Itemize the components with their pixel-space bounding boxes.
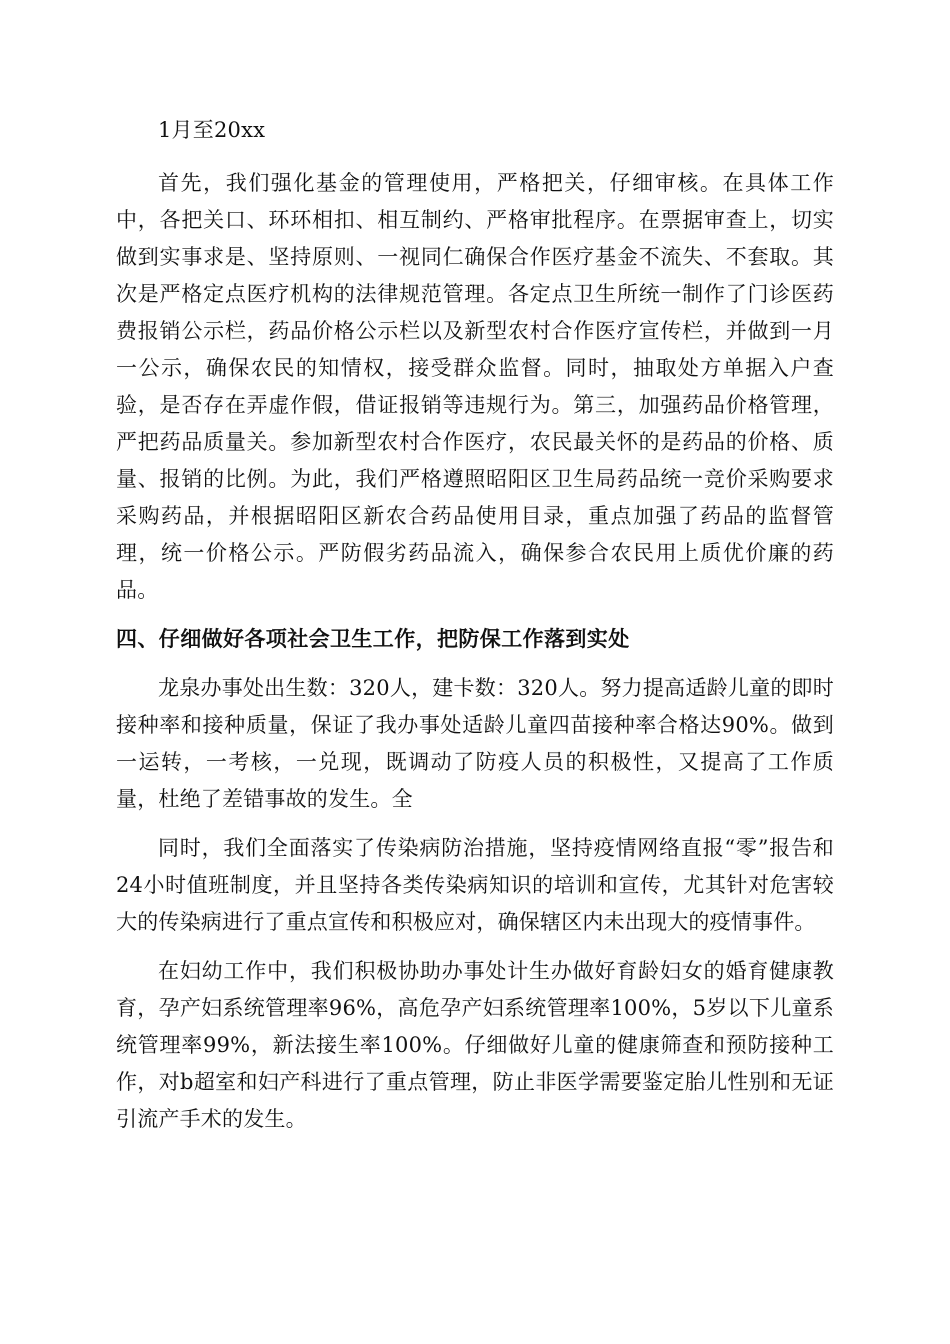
fund-management-paragraph: 首先，我们强化基金的管理使用，严格把关，仔细审核。在具体工作中，各把关口、环环相扣、相互制约、严格审批程序。在票据审查上，切实做到实事求是、坚持原则、一视同仁确保合作医疗基金不流失、不套取。其次是严格定点医疗机构的法律规范管理。各定点卫生所统一制作了门诊医药费报销公示栏，药品价格公示栏以及新型农村合作医疗宣传栏，并做到一月一公示，确保农民的知情权，接受群众监督。同时，抽取处方单据入户查验，是否存在弄虚作假，借证报销等违规行为。第三，加强药品价格管理，严把药品质量关。参加新型农村合作医疗，农民最关怀的是药品的价格、质量、报销的比例。为此，我们严格遵照昭阳区卫生局药品统一竞价采购要求采购药品，并根据昭阳区新农合药品使用目录，重点加强了药品的监督管理，统一价格公示。严防假劣药品流入，确保参合农民用上质优价廉的药品。 bbox=[116, 171, 834, 602]
section-heading-four: 四、仔细做好各项社会卫生工作，把防保工作落到实处 bbox=[116, 627, 630, 651]
immunization-paragraph: 龙泉办事处出生数：320人，建卡数：320人。努力提高适龄儿童的即时接种率和接种质量，保证了我办事处适龄儿童四苗接种率合格达90%。做到一运转，一考核，一兑现，既调动了防疫人员的积极性，又提高了工作质量，杜绝了差错事故的发生。全 bbox=[116, 676, 834, 811]
date-range-line: 1月至20xx bbox=[158, 118, 266, 142]
maternal-child-health-paragraph: 在妇幼工作中，我们积极协助办事处计生办做好育龄妇女的婚育健康教育，孕产妇系统管理率96%，高危孕产妇系统管理率100%，5岁以下儿童系统管理率99%，新法接生率100%。仔细做好儿童的健康筛查和预防接种工作，对b超室和妇产科进行了重点管理，防止非医学需要鉴定胎儿性别和无证引流产手术的发生。 bbox=[116, 959, 834, 1131]
document-body bbox=[116, 112, 834, 1138]
epidemic-prevention-paragraph: 同时，我们全面落实了传染病防治措施，坚持疫情网络直报“零”报告和24小时值班制度，并且坚持各类传染病知识的培训和宣传，尤其针对危害较大的传染病进行了重点宣传和积极应对，确保辖区内未出现大的疫情事件。 bbox=[116, 836, 834, 934]
